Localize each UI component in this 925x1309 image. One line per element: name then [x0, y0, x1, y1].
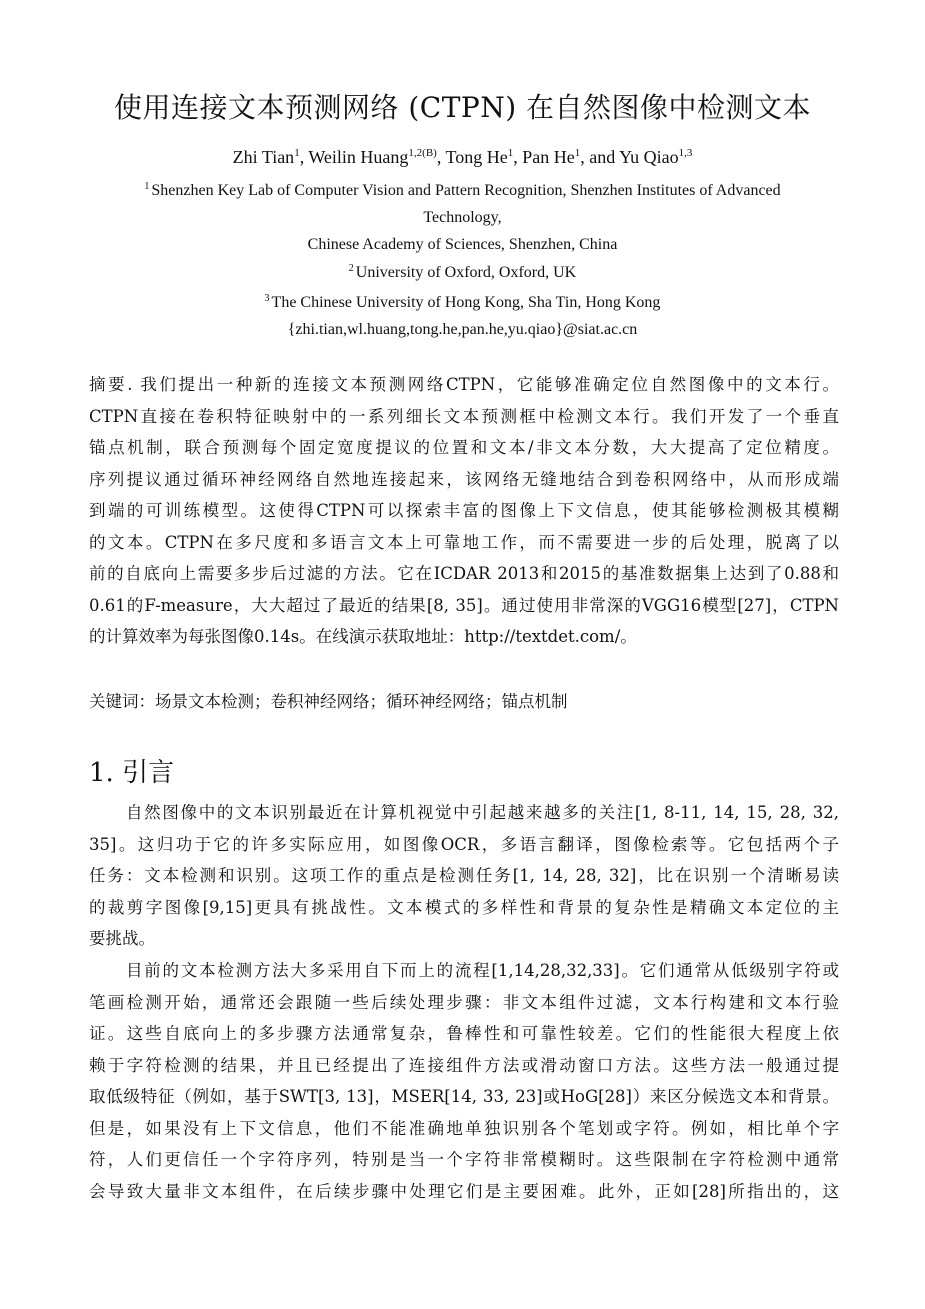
author-sup: 1,2(B) — [408, 147, 437, 159]
abstract-label: 摘要 — [89, 375, 128, 394]
paragraph-line: 符，人们更信任一个字符序列，特别是当一个字符非常模糊时。这些限制在字符检测中通常 — [89, 1150, 839, 1169]
author-name: Zhi Tian — [232, 147, 295, 167]
paragraph-line: 要挑战。 — [89, 929, 155, 948]
paragraph-line: 赖于字符检测的结果，并且已经提出了连接组件方法或滑动窗口方法。这些方法一般通过提 — [89, 1055, 839, 1075]
abstract — [89, 369, 839, 653]
author-name: Tong He — [445, 147, 508, 167]
keywords-label: 关键词 — [89, 692, 139, 711]
author-name: Pan He — [522, 147, 575, 167]
keywords — [89, 686, 839, 718]
intro-paragraph-2 — [89, 955, 839, 1207]
abstract-line: CTPN直接在卷积特征映射中的一系列细长文本预测框中检测文本行。我们开发了一个垂直 — [89, 406, 839, 426]
author-name: Yu Qiao — [619, 147, 679, 167]
paragraph-line: 证。这些自底向上的多步骤方法通常复杂，鲁棒性和可靠性较差。它们的性能很大程度上依 — [89, 1024, 839, 1043]
abstract-line: 前的自底向上需要多步后过滤的方法。它在ICDAR 2013和2015的基准数据集上达到了0.88和 — [89, 564, 839, 583]
author-list: Zhi Tian$^1$, Weilin Huang$^{1,2(B)}$, Tong He$^1$, Pan He$^1$, and Yu Qiao$^{1,3}$ — [232, 147, 693, 167]
affiliation-3: $^3$ The Chinese University of Hong Kong, Sha Tin, Hong Kong — [264, 293, 661, 311]
paragraph-line: 但是，如果没有上下文信息，他们不能准确地单独识别各个笔划或字符。例如，相比单个字 — [89, 1118, 839, 1138]
author-sup: 1,3 — [678, 147, 693, 159]
abstract-line: 锚点机制，联合预测每个固定宽度提议的位置和文本/非文本分数，大大提高了定位精度。 — [89, 438, 839, 457]
paragraph-line: 的裁剪字图像[9,15]更具有挑战性。文本模式的多样性和背景的复杂性是精确文本定位的主 — [89, 897, 839, 917]
paragraph-line: 会导致大量非文本组件，在后续步骤中处理它们是主要困难。此外，正如[28]所指出的，这 — [89, 1181, 839, 1201]
abstract-line: 到端的可训练模型。这使得CTPN可以探索丰富的图像上下文信息，使其能够检测极其模糊 — [89, 501, 839, 520]
author-sup: 1 — [574, 147, 581, 159]
section-heading: 1. 引言 — [89, 758, 175, 788]
keywords-text: ：场景文本检测；卷积神经网络；循环神经网络；锚点机制 — [138, 692, 568, 711]
paragraph-line: 取低级特征（例如，基于SWT[3, 13]，MSER[14, 33, 23]或HoG[28]）来区分候选文本和背景。 — [89, 1087, 839, 1106]
intro-paragraph-1 — [89, 797, 839, 955]
paragraph-line: 任务：文本检测和识别。这项工作的重点是检测任务[1, 14, 28, 32]，比在识别一个清晰易读 — [89, 866, 839, 885]
author-sup: 1 — [507, 147, 514, 159]
author-sup: 1 — [294, 147, 300, 159]
abstract-line: 摘要. 我们提出一种新的连接文本预测网络CTPN，它能够准确定位自然图像中的文本行。 — [89, 375, 839, 394]
abstract-line: 序列提议通过循环神经网络自然地连接起来，该网络无缝地结合到卷积网络中，从而形成端 — [89, 469, 839, 489]
abstract-line: 的计算效率为每张图像0.14s。在线演示获取地址：http://textdet.com/。 — [89, 627, 637, 646]
affiliation-2: $^2$ University of Oxford, Oxford, UK — [348, 263, 577, 281]
abstract-line: 的文本。CTPN在多尺度和多语言文本上可靠地工作，而不需要进一步的后处理，脱离了以 — [89, 532, 839, 552]
author-name: Weilin Huang — [308, 147, 409, 167]
author-emails: {zhi.tian,wl.huang,tong.he,pan.he,yu.qiao}@siat.ac.cn — [287, 321, 638, 338]
affiliation-1: $^1$ Shenzhen Key Lab of Computer Vision and Pattern Recognition, Shenzhen Institutes of Advanced Technology, Chinese Academy of Sciences, Shenzhen, China — [144, 181, 781, 253]
paragraph-line: 自然图像中的文本识别最近在计算机视觉中引起越来越多的关注[1, 8-11, 14, 15, 28, 32, — [126, 803, 839, 822]
paragraph-line: 笔画检测开始，通常还会跟随一些后续处理步骤：非文本组件过滤，文本行构建和文本行验 — [89, 992, 839, 1012]
paragraph-line: 目前的文本检测方法大多采用自下而上的流程[1,14,28,32,33]。它们通常从低级别字符或 — [126, 961, 839, 980]
paragraph-line: 35]。这归功于它的许多实际应用，如图像OCR，多语言翻译，图像检索等。它包括两个子 — [89, 834, 839, 854]
paper-title: 使用连接文本预测网络 (CTPN) 在自然图像中检测文本 — [113, 91, 812, 124]
abstract-line: 0.61的F-measure，大大超过了最近的结果[8, 35]。通过使用非常深的VGG16模型[27]，CTPN — [89, 595, 839, 615]
